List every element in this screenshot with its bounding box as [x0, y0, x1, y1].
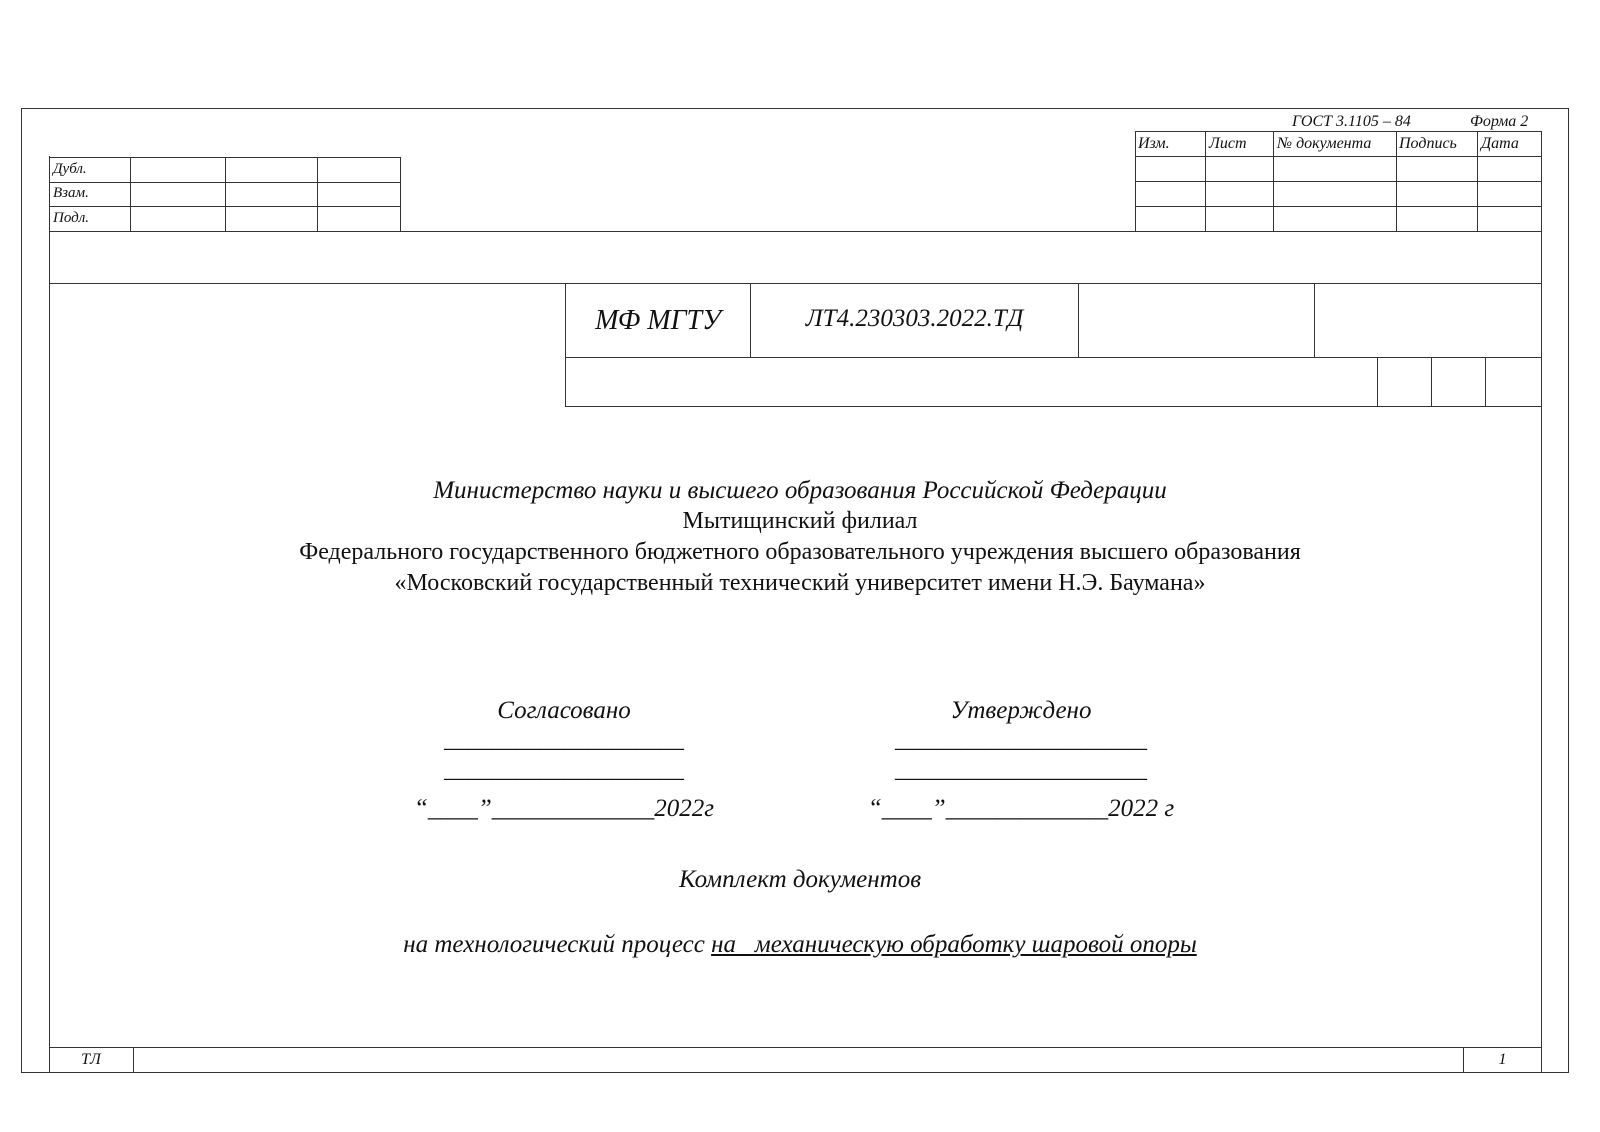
footer-line	[49, 1047, 1541, 1048]
university-line: «Московский государственный технический университет имени Н.Э. Баумана»	[394, 570, 1206, 596]
approved-right-date: “____”_____________2022 г	[867, 795, 1175, 822]
org-name: МФ МГТУ	[595, 305, 721, 336]
document-title: Комплект документов	[678, 866, 922, 893]
header-date: Дата	[1481, 135, 1519, 152]
approved-right-line2: _____________________	[895, 757, 1147, 783]
ministry-line: Министерство науки и высшего образования Российской Федерации	[433, 477, 1167, 504]
approved-left-line1: ____________________	[444, 727, 684, 753]
document-code: ЛТ4.230303.2022.ТД	[805, 305, 1024, 332]
row-dubl: Дубл.	[53, 161, 87, 177]
row-vzam: Взам.	[53, 185, 89, 201]
approved-left-line2: ____________________	[444, 757, 684, 783]
footer-divider-left	[133, 1047, 134, 1073]
approved-left-title: Согласовано	[497, 697, 631, 724]
footer-page-number: 1	[1498, 1051, 1507, 1068]
process-subject: на _механическую обработку шаровой опоры	[711, 931, 1197, 958]
forma-label: Форма 2	[1470, 113, 1529, 130]
band-line-top	[49, 231, 1541, 232]
federal-line: Федерального государственного бюджетного образовательного учреждения высшего образования	[299, 539, 1301, 565]
band-line-bottom	[49, 283, 1541, 284]
approved-right-title: Утверждено	[950, 697, 1092, 724]
footer-doc-type: ТЛ	[81, 1051, 101, 1068]
approved-left-date: “____”_____________2022г	[413, 795, 715, 822]
gost-label: ГОСТ 3.1105 – 84	[1292, 113, 1411, 130]
header-list: Лист	[1209, 135, 1247, 152]
header-doc-number: № документа	[1277, 135, 1372, 152]
process-prefix: на технологический процесс	[403, 931, 712, 958]
row-podl: Подл.	[53, 210, 90, 226]
header-izm: Изм.	[1138, 135, 1170, 152]
header-signature: Подпись	[1399, 135, 1457, 152]
branch-line: Мытищинский филиал	[682, 508, 918, 534]
approved-right-line1: _____________________	[895, 727, 1147, 753]
process-line	[0, 929, 1600, 960]
